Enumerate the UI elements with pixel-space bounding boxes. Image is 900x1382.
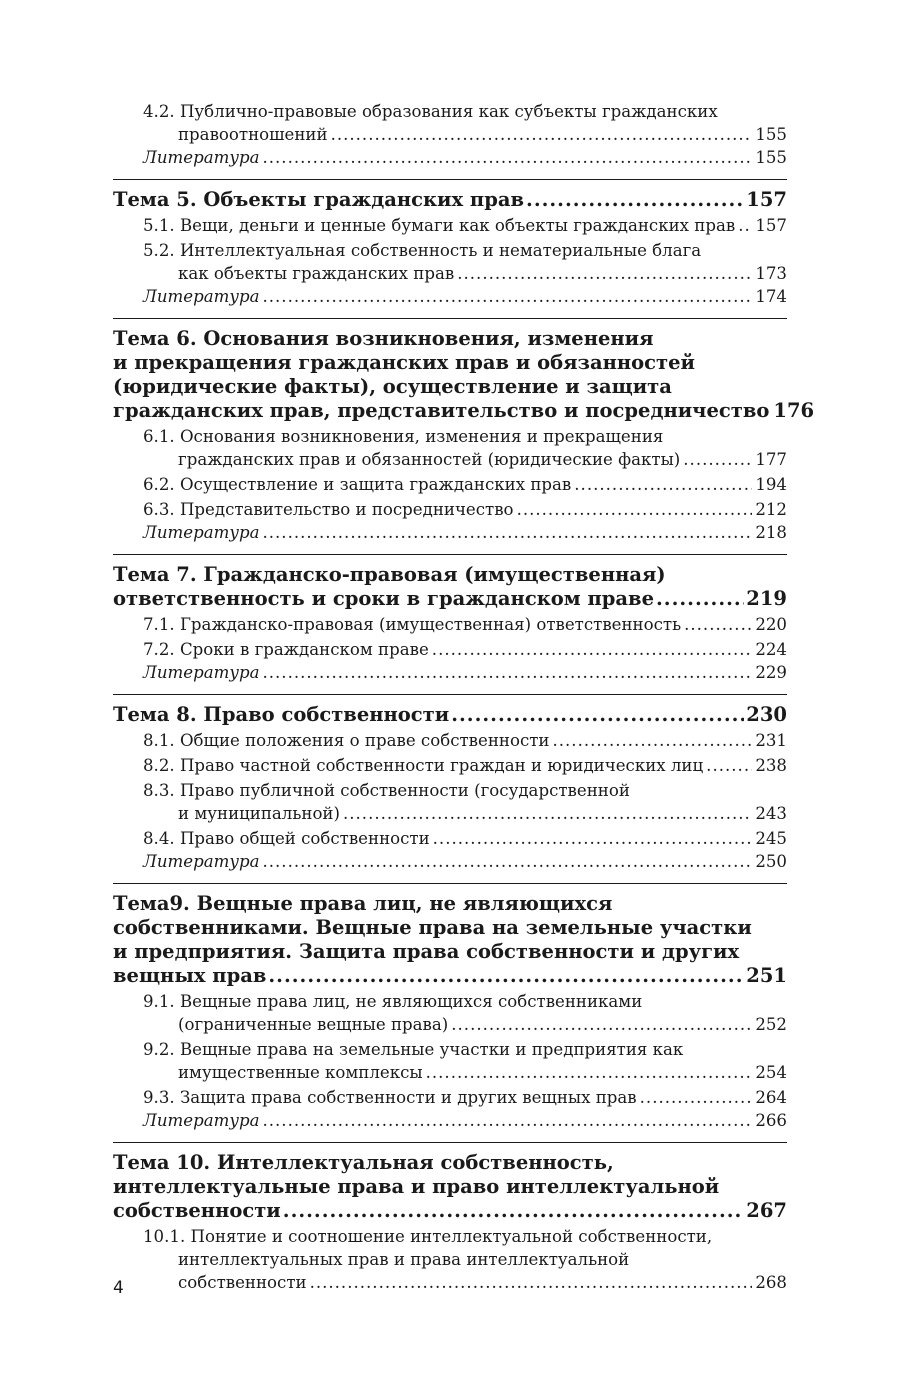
section-title-line: 4.2. Публично-правовые образования как субъекты гражданских bbox=[143, 102, 718, 121]
divider bbox=[113, 694, 787, 695]
section-title-last-line: как объекты гражданских прав bbox=[178, 264, 455, 283]
toc-section-7-2[interactable] bbox=[113, 638, 787, 661]
topic-heading[interactable] bbox=[113, 703, 787, 727]
page-ref: 155 bbox=[755, 125, 787, 144]
page-ref: 174 bbox=[755, 287, 787, 306]
toc-section-9-2[interactable] bbox=[113, 1038, 787, 1084]
toc-section-8-4[interactable] bbox=[113, 827, 787, 850]
page-ref: 229 bbox=[755, 663, 787, 682]
page-ref: 224 bbox=[755, 640, 787, 659]
divider bbox=[113, 883, 787, 884]
page-ref: 176 bbox=[773, 399, 815, 422]
toc-section-5-1[interactable] bbox=[113, 214, 787, 237]
leader-dots bbox=[656, 587, 744, 611]
section-title: 8.1. Общие положения о праве собственности bbox=[143, 731, 550, 750]
section-title-last-line: собственности bbox=[178, 1273, 307, 1292]
section-title: 7.1. Гражданско-правовая (имущественная) ответственность bbox=[143, 615, 682, 634]
leader-dots bbox=[262, 146, 752, 169]
topic-heading[interactable] bbox=[113, 563, 787, 611]
leader-dots bbox=[517, 498, 753, 521]
toc-section-4-2[interactable] bbox=[113, 100, 787, 146]
divider bbox=[113, 554, 787, 555]
section-title: 8.2. Право частной собственности граждан и юридических лиц bbox=[143, 756, 704, 775]
toc-topic-6 bbox=[113, 327, 815, 544]
leader-dots bbox=[457, 262, 752, 285]
toc-topic-7 bbox=[113, 563, 787, 684]
topic-heading[interactable] bbox=[113, 892, 787, 988]
toc-literature[interactable] bbox=[113, 661, 787, 684]
page-ref: 238 bbox=[755, 756, 787, 775]
section-title-last-line: имущественные комплексы bbox=[178, 1063, 423, 1082]
section-title-last-line: гражданских прав и обязанностей (юридические факты) bbox=[178, 450, 681, 469]
topic-title-last-line: Тема 8. Право собственности bbox=[113, 703, 450, 726]
page-ref: 254 bbox=[755, 1063, 787, 1082]
page-ref: 155 bbox=[755, 148, 787, 167]
leader-dots bbox=[706, 754, 752, 777]
toc-section-10-1[interactable] bbox=[113, 1225, 787, 1294]
topic-title-line: и прекращения гражданских прав и обязанностей bbox=[113, 351, 696, 374]
section-title: 6.3. Представительство и посредничество bbox=[143, 500, 514, 519]
toc-section-9-3[interactable] bbox=[113, 1086, 787, 1109]
toc-section-6-3[interactable] bbox=[113, 498, 787, 521]
section-title: 5.1. Вещи, деньги и ценные бумаги как объекты гражданских прав bbox=[143, 216, 736, 235]
page-ref: 230 bbox=[746, 703, 787, 726]
leader-dots bbox=[640, 1086, 753, 1109]
section-title-line: 9.2. Вещные права на земельные участки и предприятия как bbox=[143, 1040, 684, 1059]
literature-label: Литература bbox=[143, 1111, 260, 1130]
topic-title-line: Тема9. Вещные права лиц, не являющихся bbox=[113, 892, 613, 915]
toc-section-8-3[interactable] bbox=[113, 779, 787, 825]
topic-title-line: (юридические факты), осуществление и защита bbox=[113, 375, 672, 398]
divider bbox=[113, 1142, 787, 1143]
leader-dots bbox=[343, 802, 752, 825]
toc-section-7-1[interactable] bbox=[113, 613, 787, 636]
toc-literature[interactable] bbox=[113, 285, 787, 308]
section-title-line: 8.3. Право публичной собственности (государственной bbox=[143, 781, 630, 800]
leader-dots bbox=[451, 1013, 752, 1036]
page-ref: 266 bbox=[755, 1111, 787, 1130]
section-title-last-line: и муниципальной) bbox=[178, 804, 340, 823]
leader-dots bbox=[433, 827, 753, 850]
topic-title-line: Тема 6. Основания возникновения, изменения bbox=[113, 327, 654, 350]
leader-dots bbox=[283, 1199, 745, 1223]
literature-label: Литература bbox=[143, 287, 260, 306]
toc-section-6-1[interactable] bbox=[113, 425, 787, 471]
leader-dots bbox=[552, 729, 752, 752]
leader-dots bbox=[262, 661, 752, 684]
toc-section-9-1[interactable] bbox=[113, 990, 787, 1036]
topic-heading[interactable] bbox=[113, 327, 815, 423]
page-number: 4 bbox=[113, 1278, 124, 1298]
leader-dots bbox=[262, 1109, 752, 1132]
topic-title-line: и предприятия. Защита права собственности и других bbox=[113, 940, 740, 963]
leader-dots bbox=[268, 964, 744, 988]
divider bbox=[113, 179, 787, 180]
page-ref: 218 bbox=[755, 523, 787, 542]
leader-dots bbox=[262, 285, 752, 308]
section-title-line: 6.1. Основания возникновения, изменения и прекращения bbox=[143, 427, 664, 446]
section-title-last-line: (ограниченные вещные права) bbox=[178, 1015, 449, 1034]
section-title: 6.2. Осуществление и защита гражданских прав bbox=[143, 475, 572, 494]
topic-heading[interactable] bbox=[113, 1151, 787, 1223]
leader-dots bbox=[683, 448, 752, 471]
topic-title-line: собственниками. Вещные права на земельные участки bbox=[113, 916, 752, 939]
page-ref: 220 bbox=[755, 615, 787, 634]
leader-dots bbox=[574, 473, 752, 496]
toc-section-6-2[interactable] bbox=[113, 473, 787, 496]
leader-dots bbox=[526, 188, 744, 212]
literature-label: Литература bbox=[143, 852, 260, 871]
section-title: 7.2. Сроки в гражданском праве bbox=[143, 640, 429, 659]
page-ref: 252 bbox=[755, 1015, 787, 1034]
toc-literature[interactable] bbox=[113, 850, 787, 873]
topic-4-tail bbox=[113, 100, 787, 169]
page-ref: 250 bbox=[755, 852, 787, 871]
page-ref: 231 bbox=[755, 731, 787, 750]
section-title-last-line: правоотношений bbox=[178, 125, 328, 144]
toc-section-8-1[interactable] bbox=[113, 729, 787, 752]
toc-literature[interactable] bbox=[113, 1109, 787, 1132]
toc-topic-10 bbox=[113, 1151, 787, 1294]
toc-literature[interactable] bbox=[113, 146, 787, 169]
section-title-line: 10.1. Понятие и соотношение интеллектуальной собственности, bbox=[143, 1227, 713, 1246]
literature-label: Литература bbox=[143, 663, 260, 682]
literature-label: Литература bbox=[143, 148, 260, 167]
section-title: 8.4. Право общей собственности bbox=[143, 829, 430, 848]
page-ref: 243 bbox=[755, 804, 787, 823]
divider bbox=[113, 318, 787, 319]
toc-section-5-2[interactable] bbox=[113, 239, 787, 285]
topic-heading[interactable] bbox=[113, 188, 787, 212]
toc-literature[interactable] bbox=[113, 521, 787, 544]
page-ref: 173 bbox=[755, 264, 787, 283]
page-ref: 157 bbox=[746, 188, 787, 211]
page-ref: 267 bbox=[746, 1199, 787, 1222]
leader-dots bbox=[310, 1271, 753, 1294]
page-ref: 251 bbox=[746, 964, 787, 987]
page-ref: 194 bbox=[755, 475, 787, 494]
topic-title-last-line: вещных прав bbox=[113, 964, 267, 987]
leader-dots bbox=[738, 214, 752, 237]
table-of-contents bbox=[113, 98, 815, 1304]
leader-dots bbox=[331, 123, 753, 146]
toc-topic-5 bbox=[113, 188, 787, 308]
topic-title-last-line: собственности bbox=[113, 1199, 281, 1222]
section-title-line: интеллектуальных прав и права интеллектуальной bbox=[178, 1250, 630, 1269]
page-ref: 177 bbox=[755, 450, 787, 469]
leader-dots bbox=[451, 703, 744, 727]
leader-dots bbox=[262, 521, 752, 544]
leader-dots bbox=[426, 1061, 753, 1084]
leader-dots bbox=[684, 613, 752, 636]
section-title: 9.3. Защита права собственности и других вещных прав bbox=[143, 1088, 637, 1107]
topic-title-line: Тема 7. Гражданско-правовая (имущественная) bbox=[113, 563, 666, 586]
page-ref: 157 bbox=[755, 216, 787, 235]
topic-title-last-line: ответственность и сроки в гражданском праве bbox=[113, 587, 655, 610]
toc-section-8-2[interactable] bbox=[113, 754, 787, 777]
toc-topic-8 bbox=[113, 703, 787, 873]
leader-dots bbox=[262, 850, 752, 873]
literature-label: Литература bbox=[143, 523, 260, 542]
toc-topic-9 bbox=[113, 892, 787, 1132]
page-ref: 268 bbox=[755, 1273, 787, 1292]
section-title-line: 5.2. Интеллектуальная собственность и нематериальные блага bbox=[143, 241, 702, 260]
page-ref: 245 bbox=[755, 829, 787, 848]
leader-dots bbox=[432, 638, 753, 661]
page-ref: 264 bbox=[755, 1088, 787, 1107]
page-ref: 212 bbox=[755, 500, 787, 519]
topic-title-last-line: Тема 5. Объекты гражданских прав bbox=[113, 188, 525, 211]
topic-title-last-line: гражданских прав, представительство и посредничество bbox=[113, 399, 770, 422]
topic-title-line: Тема 10. Интеллектуальная собственность, bbox=[113, 1151, 614, 1174]
section-title-line: 9.1. Вещные права лиц, не являющихся собственниками bbox=[143, 992, 643, 1011]
topic-title-line: интеллектуальные права и право интеллектуальной bbox=[113, 1175, 720, 1198]
page-ref: 219 bbox=[746, 587, 787, 610]
